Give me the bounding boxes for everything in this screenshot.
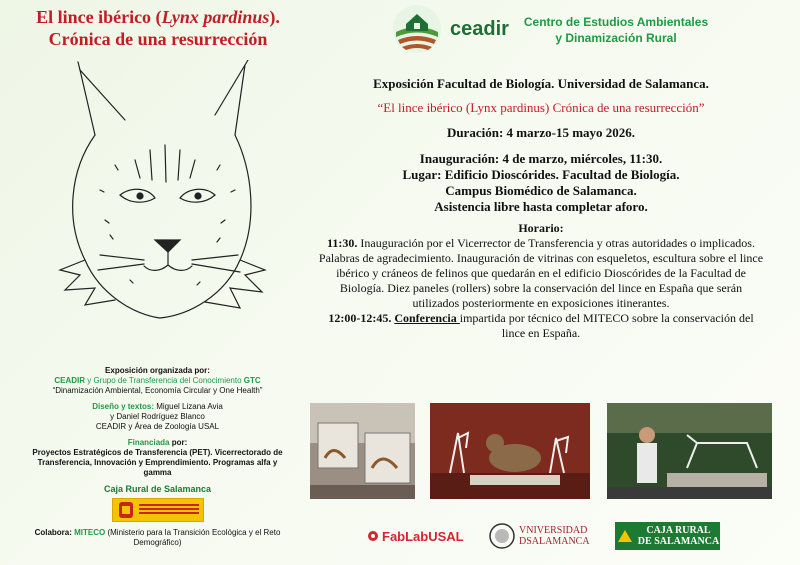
lynx-drawing	[40, 60, 270, 345]
funded-label: Financiada	[127, 438, 170, 447]
attendance-line: Asistencia libre hasta completar aforo.	[434, 199, 648, 214]
org-ceadir: CEADIR	[54, 376, 86, 385]
design-author-1: Miguel Lizana Avia	[154, 402, 223, 411]
design-line	[25, 402, 290, 412]
inauguration-line: Inauguración: 4 de marzo, miércoles, 11:30.	[419, 151, 663, 166]
photo-vitrines	[310, 403, 415, 499]
ceadir-subtitle	[516, 14, 716, 46]
usal-seal-icon	[489, 523, 515, 549]
ceadir-subtitle-2: y Dinamización Rural	[555, 31, 677, 45]
funded-por: por:	[169, 438, 188, 447]
schedule-time-1: 11:30.	[327, 236, 358, 250]
schedule-item-2	[318, 311, 764, 341]
design-label: Diseño y textos:	[92, 402, 154, 411]
caja-rural-text: Caja Rural de Salamanca	[103, 484, 212, 494]
schedule-time-2: 12:00-12:45.	[328, 311, 395, 325]
photo-lynx-sculpture	[430, 403, 590, 499]
schedule-item-1	[318, 236, 764, 311]
collab-label: Colabora:	[34, 528, 75, 537]
exhibition-title: “El lince ibérico (Lynx pardinus) Crónica de una resurrección”	[377, 100, 705, 115]
caja-text-2: DE SALAMANCA	[637, 536, 720, 547]
spain-shield-icon	[117, 501, 135, 519]
title-rest: ). Crónica de una resurrección	[48, 7, 280, 49]
collab-text: (Ministerio para la Transición Ecológica y el Reto Demográfico)	[105, 528, 281, 547]
ceadir-subtitle-1: Centro de Estudios Ambientales	[523, 15, 709, 29]
duration-line: Duración: 4 marzo-15 mayo 2026.	[446, 125, 636, 140]
caja-rural-icon	[616, 527, 634, 545]
main-content	[318, 76, 764, 341]
campus-line: Campus Biomédico de Salamanca.	[445, 183, 637, 198]
org-gtc: GTC	[243, 376, 261, 385]
schedule-text-2: impartida por técnico del MITECO sobre la conservación del lince en España.	[459, 311, 754, 340]
collab-miteco: MITECO	[74, 528, 106, 537]
design-author-2: y Daniel Rodríguez Blanco	[110, 412, 205, 421]
header	[392, 4, 792, 59]
funded-text: Proyectos Estratégicos de Transferencia (PET). Vicerrectorado de Transferencia, Innovación y Emprendimiento. Programas alfa y gamma	[32, 448, 283, 477]
fablab-logo	[367, 522, 464, 550]
location-line: Lugar: Edificio Dioscórides. Facultad de Biología.	[402, 167, 680, 182]
org-heading: Exposición organizada por:	[105, 366, 210, 375]
design-affiliation: CEADIR y Área de Zoología USAL	[95, 422, 220, 431]
org-line	[25, 376, 290, 386]
credits-block	[25, 366, 290, 548]
poster-title	[28, 6, 288, 50]
photo-skeleton-display	[607, 403, 772, 499]
conference-link: Conferencia	[394, 311, 460, 325]
usal-text-2: DSALAMANCA	[519, 536, 590, 547]
title-italic: Lynx pardinus	[161, 7, 270, 27]
schedule	[318, 221, 764, 341]
ceadir-logo-icon	[392, 4, 442, 54]
collab-line	[25, 528, 290, 548]
usal-text-1: VNIVERSIDAD	[519, 525, 588, 536]
fablab-text: FabLabUSAL	[382, 528, 464, 544]
caja-rural-logo	[615, 522, 720, 550]
org-subline: “Dinamización Ambiental, Economía Circular y One Health”	[52, 386, 263, 395]
org-group: y Grupo de Transferencia del Conocimiento	[85, 376, 244, 385]
caja-text-1: CAJA RURAL	[646, 525, 711, 536]
exhibition-line: Exposición Facultad de Biología. Universidad de Salamanca.	[373, 76, 709, 91]
usal-logo	[489, 522, 590, 550]
ceadir-brand: ceadir	[450, 18, 509, 40]
ministry-logo	[25, 494, 290, 522]
title-plain: El lince ibérico (	[36, 7, 162, 27]
fablab-gear-icon	[367, 530, 379, 542]
schedule-label: Horario:	[518, 221, 564, 235]
government-logo	[112, 498, 204, 522]
schedule-text-1: Inauguración por el Vicerrector de Transferencia y otras autoridades o implicados. Palabras de agradecimiento. Inauguración de vitrinas con esqueletos, escultura sobre el lince ibérico y cráneos de felinos que quedarán en el edificio Dioscórides de la Facultad de Biología. Diez paneles (rollers) sobre la conservación del lince en España que serán utilizados posteriormente en exposiciones itinerantes.	[318, 236, 764, 310]
funded-line	[25, 438, 290, 448]
